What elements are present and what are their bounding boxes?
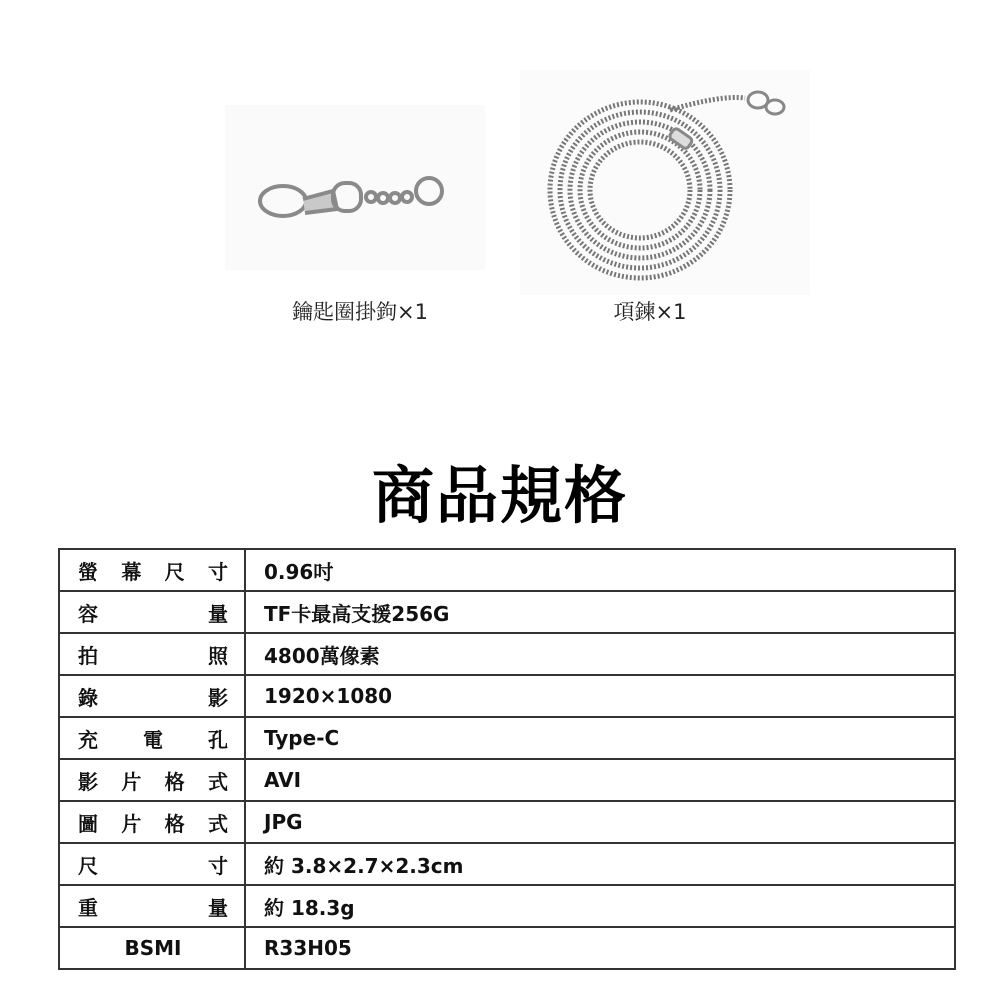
spec-value: 4800萬像素 bbox=[264, 643, 380, 668]
spec-value: JPG bbox=[264, 810, 303, 834]
spec-key-char: 片 bbox=[121, 769, 142, 794]
spec-key-cell bbox=[59, 885, 245, 927]
spec-key-cell bbox=[59, 759, 245, 801]
spec-key: BSMI bbox=[124, 936, 182, 960]
spec-key-char: 格 bbox=[164, 811, 185, 836]
spec-key-char: 螢 bbox=[78, 559, 98, 584]
spec-value-cell bbox=[245, 885, 955, 927]
necklace-caption: 項鍊×1 bbox=[613, 300, 687, 324]
spec-key bbox=[78, 724, 228, 753]
necklace-image bbox=[520, 70, 810, 295]
spec-value: R33H05 bbox=[264, 936, 352, 960]
spec-key-cell bbox=[59, 549, 245, 591]
spec-row bbox=[59, 927, 955, 969]
spec-key-char: 影 bbox=[78, 769, 98, 794]
spec-key bbox=[78, 682, 228, 711]
spec-key-char: 圖 bbox=[78, 811, 98, 836]
spec-row bbox=[59, 633, 955, 675]
spec-row bbox=[59, 675, 955, 717]
spec-value-cell bbox=[245, 927, 955, 969]
spec-value-cell bbox=[245, 717, 955, 759]
spec-key bbox=[78, 766, 228, 795]
spec-key-char: 量 bbox=[208, 895, 228, 920]
spec-value-cell bbox=[245, 591, 955, 633]
spec-key-char: 尺 bbox=[78, 853, 98, 878]
spec-key-char: 電 bbox=[143, 727, 163, 752]
spec-value: 0.96吋 bbox=[264, 559, 334, 584]
spec-key bbox=[78, 892, 228, 921]
spec-key-char: 尺 bbox=[164, 559, 185, 584]
spec-key-cell bbox=[59, 633, 245, 675]
spec-value: 約 3.8×2.7×2.3cm bbox=[264, 853, 464, 878]
spec-key-char: 寸 bbox=[207, 559, 228, 584]
spec-key-char: 寸 bbox=[208, 853, 228, 878]
spec-key-char: 量 bbox=[208, 601, 228, 626]
spec-row bbox=[59, 759, 955, 801]
spec-key-char: 片 bbox=[121, 811, 142, 836]
spec-value-cell bbox=[245, 759, 955, 801]
spec-key-cell bbox=[59, 801, 245, 843]
spec-key-char: 重 bbox=[78, 895, 98, 920]
spec-key-cell bbox=[59, 843, 245, 885]
spec-value-cell bbox=[245, 633, 955, 675]
spec-key-char: 孔 bbox=[208, 727, 228, 752]
spec-key-cell bbox=[59, 927, 245, 969]
spec-key-char: 照 bbox=[208, 643, 228, 668]
spec-value-cell bbox=[245, 843, 955, 885]
keychain-hook-image bbox=[225, 105, 485, 270]
spec-key bbox=[78, 850, 228, 879]
spec-value: 1920×1080 bbox=[264, 684, 393, 708]
page-title: 商品規格 bbox=[371, 459, 628, 532]
spec-key-char: 拍 bbox=[78, 643, 98, 668]
spec-key bbox=[78, 640, 228, 669]
spec-key-char: 幕 bbox=[121, 559, 142, 584]
spec-value: TF卡最高支援256G bbox=[264, 601, 450, 626]
spec-row bbox=[59, 717, 955, 759]
spec-key-char: 式 bbox=[207, 769, 228, 794]
spec-row bbox=[59, 843, 955, 885]
spec-key-char: 充 bbox=[78, 727, 98, 752]
spec-key bbox=[78, 556, 228, 585]
spec-key bbox=[78, 598, 228, 627]
spec-key-cell bbox=[59, 675, 245, 717]
spec-key bbox=[78, 808, 228, 837]
keychain-hook-caption: 鑰匙圈掛鉤×1 bbox=[292, 300, 428, 324]
spec-key-char: 格 bbox=[164, 769, 185, 794]
spec-key-char: 式 bbox=[207, 811, 228, 836]
spec-key-cell bbox=[59, 591, 245, 633]
spec-key-char: 容 bbox=[78, 601, 98, 626]
spec-key-char: 錄 bbox=[78, 685, 98, 710]
spec-key-char: 影 bbox=[208, 685, 228, 710]
spec-value-cell bbox=[245, 675, 955, 717]
spec-row bbox=[59, 885, 955, 927]
spec-value: 約 18.3g bbox=[264, 895, 355, 920]
spec-value-cell bbox=[245, 801, 955, 843]
spec-key-cell bbox=[59, 717, 245, 759]
spec-row bbox=[59, 549, 955, 591]
spec-table bbox=[58, 548, 956, 970]
spec-row bbox=[59, 801, 955, 843]
spec-value-cell bbox=[245, 549, 955, 591]
spec-value: AVI bbox=[264, 768, 302, 792]
spec-value: Type-C bbox=[264, 726, 340, 750]
spec-row bbox=[59, 591, 955, 633]
